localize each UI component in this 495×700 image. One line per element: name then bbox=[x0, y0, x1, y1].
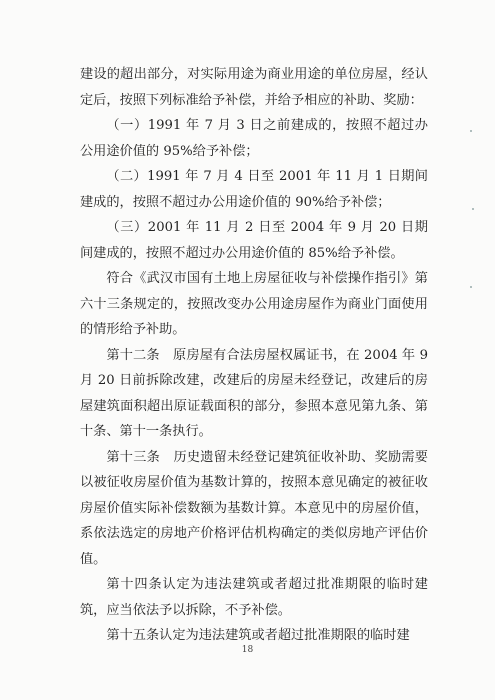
scan-speck bbox=[470, 286, 472, 288]
scan-speck bbox=[472, 208, 474, 210]
paragraph-article-12: 第十二条 原房屋有合法房屋权属证书，在 2004 年 9 月 20 日前拆除改建，改建后的房屋未经登记，改建后的房屋建筑面积超出原证载面积的部分，参照本意见第九条、第十条、第十一条执行。 bbox=[80, 347, 428, 439]
paragraph-item-1: （一）1991 年 7 月 3 日之前建成的，按照不超过办公用途价值的 95%给予补偿； bbox=[80, 118, 428, 159]
paragraph-continuation: 建设的超出部分，对实际用途为商业用途的单位房屋，经认定后，按照下列标准给予补偿，并给予相应的补助、奖励： bbox=[80, 67, 428, 108]
paragraph-item-3: （三）2001 年 11 月 2 日至 2004 年 9 月 20 日期间建成的，按照不超过办公用途价值的 85%给予补偿。 bbox=[80, 220, 428, 261]
paragraph-item-2: （二）1991 年 7 月 4 日至 2001 年 11 月 1 日期间建成的，按照不超过办公用途价值的 90%给予补偿； bbox=[80, 169, 428, 210]
document-body bbox=[80, 62, 428, 649]
paragraph-article-15: 第十五条认定为违法建筑或者超过批准期限的临时建 bbox=[106, 628, 410, 643]
paragraph-article-14: 第十四条认定为违法建筑或者超过批准期限的临时建筑，应当依法予以拆除，不予补偿。 bbox=[80, 577, 428, 618]
paragraph-article-13: 第十三条 历史遗留未经登记建筑征收补助、奖励需要以被征收房屋价值为基数计算的，按照本意见确定的被征收房屋价值实际补偿数额为基数计算。本意见中的房屋价值，系依法选定的房地产价格评估机构确定的类似房地产评估价值。 bbox=[80, 449, 428, 567]
paragraph-guideline-reference: 符合《武汉市国有土地上房屋征收与补偿操作指引》第六十三条规定的，按照改变办公用途房屋作为商业门面使用的情形给予补助。 bbox=[80, 271, 428, 337]
page-number: 18 bbox=[241, 645, 254, 655]
scan-speck bbox=[470, 130, 472, 132]
